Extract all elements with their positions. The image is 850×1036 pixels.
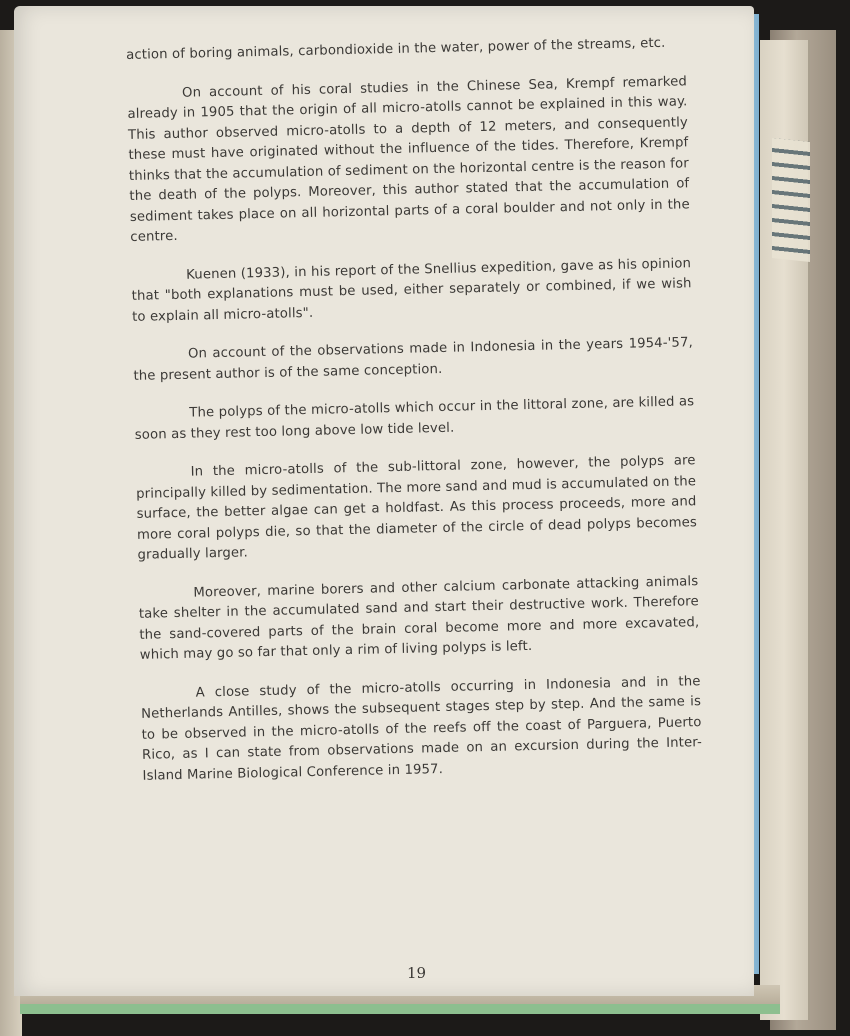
- paragraph-3: Kuenen (1933), in his report of the Snellius expedition, gave as his opinion that "both explanations must be used, either separately or combined, if we wish to explain all micro-atolls".: [131, 255, 692, 325]
- paragraph-7: Moreover, marine borers and other calcium carbonate attacking animals take shelter in the accumulated sand and start their destructive work. Therefore the sand-covered parts of the brain coral become more and more excavated, which may go so far that only a rim of living polyps is left.: [138, 573, 700, 663]
- divider-tab: [772, 138, 810, 262]
- green-page-edge: [20, 1004, 780, 1014]
- paragraph-4: On account of the observations made in Indonesia in the years 1954-'57, the present author is of the same conception.: [133, 335, 694, 384]
- document-page: [14, 6, 754, 996]
- paragraph-2: On account of his coral studies in the Chinese Sea, Krempf remarked already in 1905 that the origin of all micro-atolls cannot be explained in this way. This author observed micro-atolls to a depth of 12 meters, and consequently these must have originated without the influence of the tides. Therefore, Krempf thinks that the accumulation of sediment on the horizontal centre is the reason for the death of the polyps. Moreover, this author stated that the accumulation of sediment takes place on all horizontal parts of a coral boulder and not only in the centre.: [127, 73, 690, 245]
- page-number: 19: [407, 964, 427, 982]
- paragraph-6: In the micro-atolls of the sub-littoral zone, however, the polyps are principally killed by sedimentation. The more sand and mud is accumulated on the surface, the better algae can get a holdfast. As this process proceeds, more and more coral polyps die, so that the diameter of the circle of dead polyps becomes gradually larger.: [135, 453, 698, 563]
- paragraph-8: A close study of the micro-atolls occurring in Indonesia and in the Netherlands Antilles, shows the subsequent stages step by step. And the same is to be observed in the micro-atolls of the reefs off the coast of Parguera, Puerto Rico, as I can state from observations made on an excursion during the Inter-Island Marine Biological Conference in 1957.: [140, 673, 703, 784]
- paragraph-1: action of boring animals, carbondioxide in the water, power of the streams, etc.: [126, 35, 666, 63]
- page-body: [126, 33, 703, 805]
- paragraph-5: The polyps of the micro-atolls which occur in the littoral zone, are killed as soon as they rest too long above low tide level.: [134, 394, 695, 443]
